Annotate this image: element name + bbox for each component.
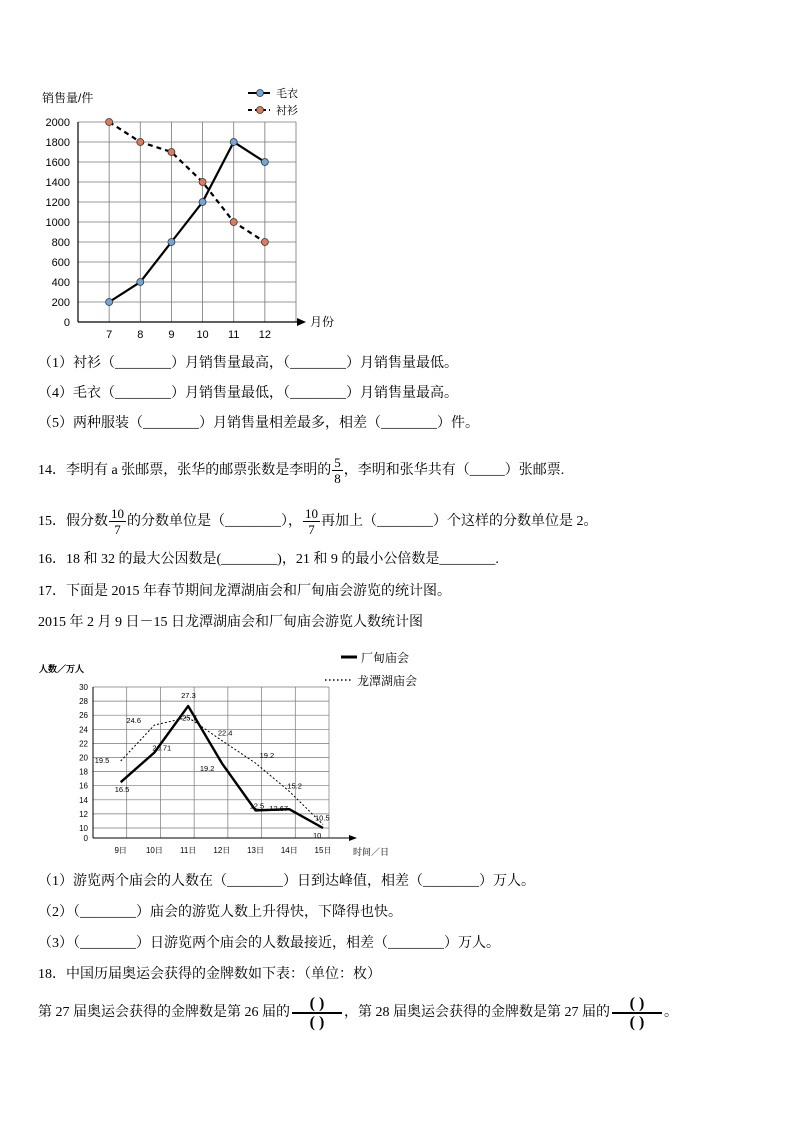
x-tick-label: 10	[196, 329, 209, 341]
data-label: 10.5	[315, 813, 330, 823]
q15-text-end: 再加上（________）个这样的分数单位是 2。	[321, 514, 598, 529]
x-tick-label: 7	[106, 329, 113, 341]
q14-text-end: ，李明和张华共有（_____）张邮票.	[343, 463, 565, 478]
data-label: 19.5	[94, 756, 110, 766]
x-tick-label: 9日	[114, 846, 127, 855]
x-tick-label: 11	[228, 329, 240, 341]
sweater-point	[261, 159, 268, 166]
denominator-blank: ( )	[612, 1012, 662, 1031]
x-tick-label: 13日	[247, 846, 265, 855]
changdian-series-line	[121, 706, 323, 828]
y-tick-label: 200	[51, 297, 70, 309]
data-label: 15.2	[287, 781, 302, 791]
x-tick-label: 9	[168, 329, 175, 341]
data-label: 19.2	[259, 751, 275, 761]
q17-line2: （2）（________）庙会的游览人数上升得快，下降得也快。	[38, 905, 402, 920]
question-18-intro: 18．中国历届奥运会获得的金牌数如下表：（单位：枚）	[38, 967, 381, 982]
y-tick-label: 12	[79, 809, 88, 819]
sweater-point	[137, 279, 144, 286]
legend-changdian: 厂甸庙会	[361, 651, 410, 665]
q18-text: 第 27 届奥运会获得的金牌数是第 26 届的	[38, 1005, 290, 1020]
sweater-point	[106, 299, 113, 306]
x-tick-label: 12	[258, 329, 271, 341]
question-17-title: 2015 年 2 月 9 日－15 日龙潭湖庙会和厂甸庙会游览人数统计图	[38, 615, 423, 630]
x-tick-label: 15日	[314, 846, 332, 855]
answer-fraction	[612, 995, 662, 1031]
y-tick-label: 400	[51, 277, 70, 289]
data-label: 24.6	[126, 716, 142, 726]
q17-line3: （3）（________）日游览两个庙会的人数最接近，相差（________）万人。	[38, 936, 500, 951]
y-tick-label: 600	[51, 257, 70, 269]
y-tick-label: 22	[79, 739, 88, 749]
shirt-point	[168, 149, 175, 156]
data-label: 25.7	[182, 713, 197, 723]
data-label: 16.5	[114, 785, 130, 795]
y-tick-label: 20	[79, 753, 88, 763]
x-tick-label: 12日	[213, 846, 231, 855]
y-tick-label: 18	[79, 767, 88, 777]
fraction	[303, 506, 320, 537]
q17-line1: （1）游览两个庙会的人数在（________）日到达峰值，相差（________）万人。	[38, 874, 535, 889]
legend-sweater: 毛衣	[276, 88, 298, 100]
question-15	[38, 503, 598, 541]
y-tick-label: 0	[63, 317, 70, 329]
shirt-point	[199, 179, 206, 186]
y-tick-label: 16	[79, 781, 88, 791]
q18-text-mid: ，第 28 届奥运会获得的金牌数是第 27 届的	[344, 1005, 610, 1020]
denominator: 7	[109, 521, 126, 537]
q15-text-mid: 的分数单位是（________），	[127, 514, 302, 529]
x-tick-label: 8	[137, 329, 144, 341]
q18-text-end: 。	[664, 1005, 678, 1020]
y-tick-label: 2000	[45, 117, 70, 129]
question-16: 16．18 和 32 的最大公因数是(________)，21 和 9 的最小公倍数是________.	[38, 552, 499, 567]
sweater-point	[168, 239, 175, 246]
y-tick-label: 10	[79, 824, 88, 833]
question-17-intro: 17．下面是 2015 年春节期间龙潭湖庙会和厂甸庙会游览的统计图。	[38, 584, 451, 599]
numerator: 10	[305, 506, 318, 522]
x-tick-label: 11日	[179, 846, 197, 855]
denominator: 8	[334, 471, 341, 487]
numerator-blank: ( )	[629, 994, 645, 1012]
question-14	[38, 452, 564, 490]
shirt-point	[137, 139, 144, 146]
sweater-point	[199, 199, 206, 206]
y-tick-label: 1000	[45, 217, 70, 229]
q14-text: 14．李明有 a 张邮票，张华的邮票张数是李明的	[38, 463, 332, 478]
x-axis-label: 月份	[310, 315, 335, 329]
y-tick-label: 0	[83, 834, 88, 843]
q13-line4: （4）毛衣（________）月销售量最低，（________）月销售量最高。	[38, 386, 458, 401]
x-axis-label: 时间／日	[353, 847, 390, 857]
shirt-point	[106, 119, 113, 126]
x-tick-label: 14日	[280, 846, 298, 855]
shirt-point	[230, 219, 237, 226]
y-tick-label: 26	[79, 711, 88, 721]
denominator-blank: ( )	[292, 1012, 342, 1031]
data-label: 22.4	[217, 728, 233, 738]
numerator: 10	[111, 506, 124, 522]
legend	[325, 650, 417, 688]
data-label: 20.71	[152, 743, 172, 753]
y-tick-label: 800	[51, 237, 70, 249]
legend-longtanhu: 龙潭湖庙会	[357, 674, 418, 688]
numerator: 5	[334, 455, 341, 471]
x-axis-arrow	[349, 835, 357, 841]
numerator-blank: ( )	[309, 994, 325, 1012]
y-axis-label: 销售量/件	[42, 91, 94, 105]
temple-fair-line-chart	[35, 645, 435, 865]
y-tick-label: 1800	[45, 137, 70, 149]
question-18	[38, 993, 678, 1033]
q15-text: 15．假分数	[38, 514, 108, 529]
y-tick-label: 28	[79, 697, 88, 707]
y-tick-label: 30	[79, 683, 88, 692]
sales-line-chart	[20, 78, 340, 348]
y-tick-label: 1400	[45, 177, 70, 189]
y-tick-label: 1200	[45, 197, 70, 209]
data-label: 12.67	[269, 804, 289, 814]
x-axis-arrow	[297, 318, 306, 326]
fraction	[332, 455, 343, 486]
q13-line5: （5）两种服装（________）月销售量相差最多，相差（________）件。	[38, 416, 479, 431]
data-label: 12.5	[249, 801, 265, 811]
legend-shirt: 衬衫	[276, 105, 298, 117]
fraction	[109, 506, 126, 537]
sweater-point	[230, 139, 237, 146]
shirt-point	[261, 239, 268, 246]
legend	[248, 87, 298, 117]
q13-line1: （1）衬衫（________）月销售量最高，（________）月销售量最低。	[38, 356, 458, 371]
data-label: 27.3	[181, 691, 196, 701]
x-tick-label: 10日	[145, 846, 163, 855]
denominator: 7	[303, 521, 320, 537]
data-label: 19.2	[199, 764, 215, 774]
y-tick-label: 24	[79, 725, 88, 735]
y-tick-label: 14	[79, 795, 88, 805]
y-tick-label: 1600	[45, 157, 70, 169]
data-label: 10	[313, 831, 322, 840]
answer-fraction	[292, 995, 342, 1031]
y-axis-label: 人数／万人	[39, 664, 85, 674]
